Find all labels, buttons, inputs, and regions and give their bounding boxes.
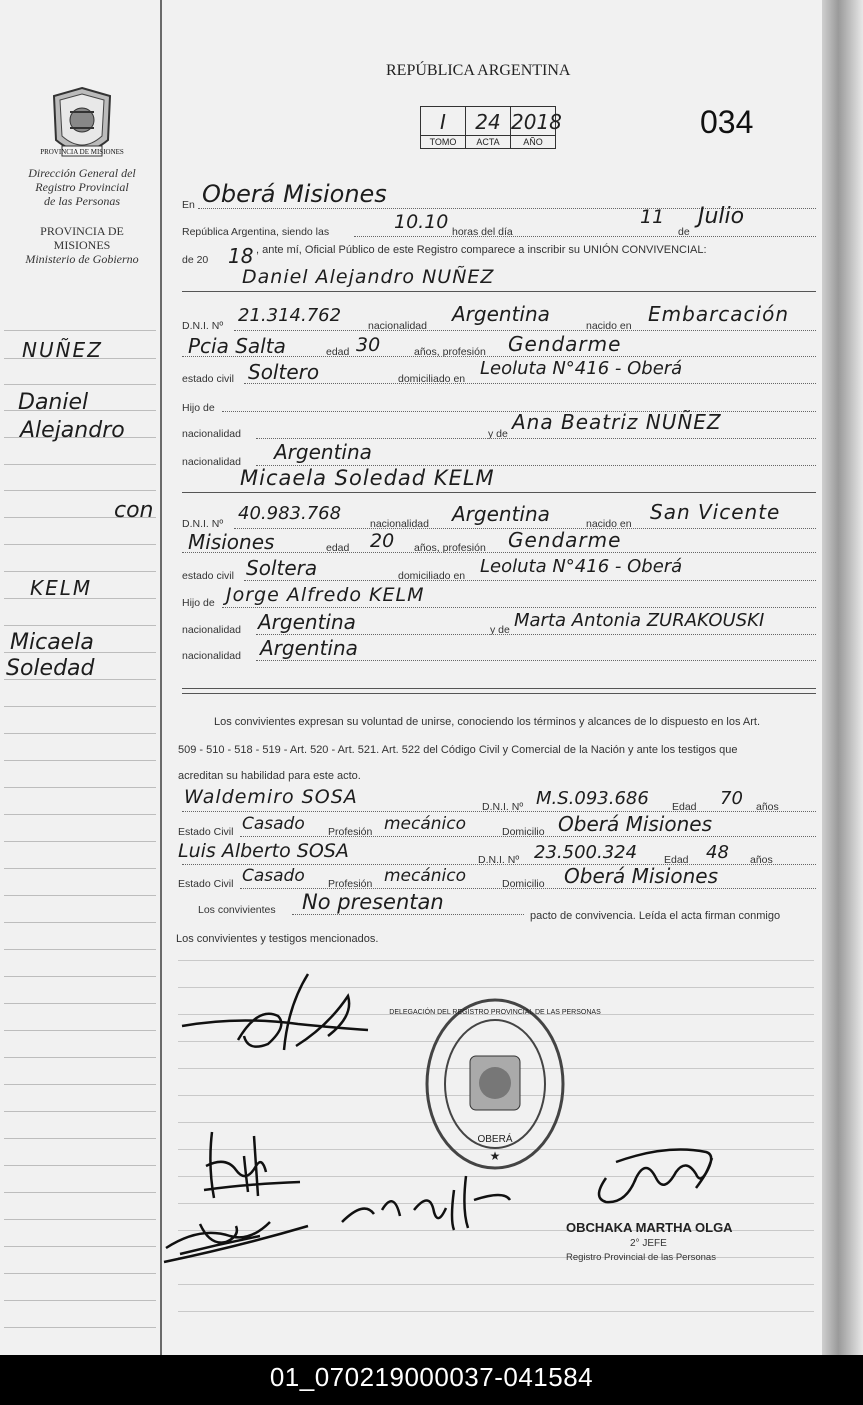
margin-rule [4,490,156,491]
margin-rule [4,760,156,761]
w2-edad-label: Edad [664,854,689,866]
margin-rule [4,1192,156,1193]
p2-civil-status: Soltera [246,556,318,580]
p2-yde-label: y de [490,624,510,636]
signature-4-icon [334,1170,514,1240]
margin-name1b: Alejandro [20,418,125,443]
p2-profesion-label: años, profesión [414,542,486,554]
signature-rule [178,1311,814,1312]
de20-label: de 20 [182,254,209,266]
w2-dni: 23.500.324 [534,842,638,863]
dotted-rule [240,836,816,837]
p2-birthplace2: Misiones [188,530,275,554]
margin-rule [4,1273,156,1274]
margin-name2a: Micaela [10,630,94,655]
w2-name: Luis Alberto SOSA [178,840,349,862]
person2-name: Micaela Soledad KELM [240,466,495,490]
p1-dni-label: D.N.I. Nº [182,320,224,332]
w1-civil-status: Casado [242,814,305,834]
margin-rule [4,976,156,977]
pacto-value: No presentan [302,890,444,914]
signature-2-icon [196,1126,306,1206]
margin-rule [4,895,156,896]
dotted-rule [256,438,816,439]
oficial-text: , ante mí, Oficial Público de este Registro comparece a inscribir su UNIÓN CONVIVENCIAL: [256,244,707,256]
p1-yde-label: y de [488,428,508,440]
margin-name2b: Soledad [6,656,95,681]
left-header-line1: Dirección General del [28,166,136,180]
document-id: 01_070219000037-041584 [269,1362,594,1392]
legal-line3: acreditan su habilidad para este acto. [178,770,361,782]
dotted-rule [256,660,816,661]
acta-value: 24 [475,110,501,134]
margin-rule [4,1165,156,1166]
p1-address: Leoluta N°416 - Oberá [480,358,683,379]
w1-name: Waldemiro SOSA [184,786,358,808]
w1-domicilio-label: Domicilio [502,826,545,838]
margin-rule [4,706,156,707]
dotted-rule [244,580,816,581]
official-role: 2° JEFE [630,1238,667,1249]
margin-rule [4,1030,156,1031]
margin-name1a: Daniel [18,390,89,415]
p1-mother: Ana Beatriz NUÑEZ [512,410,722,434]
solid-rule [182,492,816,493]
margin-rule [4,1111,156,1112]
dotted-rule [256,634,816,635]
p1-nac2-label: nacionalidad [182,428,241,440]
rep-text: República Argentina, siendo las [182,226,330,238]
month-value: Julio [698,204,745,229]
p2-profession: Gendarme [508,528,622,552]
svg-text:PROVINCIA DE MISIONES: PROVINCIA DE MISIONES [40,148,124,156]
p2-father: Jorge Alfredo KELM [226,584,425,606]
book-binding-edge [822,0,863,1355]
acta-cell [466,107,511,148]
p2-birthplace1: San Vicente [650,500,781,524]
w1-profession: mecánico [384,814,467,834]
p2-edad-label: edad [326,542,350,554]
w1-anios: años [756,801,779,813]
pacto-label: Los convivientes [198,904,276,916]
p1-estado-label: estado civil [182,373,234,385]
margin-rule [4,1138,156,1139]
signature-3-icon [160,1196,310,1266]
p2-nac2-label: nacionalidad [182,624,241,636]
p2-mother-nationality: Argentina [260,636,358,660]
pacto-line2: Los convivientes y testigos mencionados. [176,933,379,945]
p2-age: 20 [370,530,395,552]
margin-rule [4,384,156,385]
acta-number: 034 [700,104,754,140]
w1-dni: M.S.093.686 [536,788,649,809]
margin-rule [4,841,156,842]
solid-rule [182,693,816,694]
p1-mother-nationality: Argentina [274,440,372,464]
margin-rule [4,571,156,572]
margin-rule [4,922,156,923]
left-header-line5: MISIONES [53,238,111,252]
w2-dni-label: D.N.I. Nº [478,854,520,866]
p2-hijo-label: Hijo de [182,597,215,609]
margin-rule [4,1084,156,1085]
p1-age: 30 [356,334,381,356]
p1-civil-status: Soltero [248,360,320,384]
w2-civil-status: Casado [242,866,305,886]
margin-rule [4,868,156,869]
tomo-cell [421,107,466,148]
country-title: REPÚBLICA ARGENTINA [386,62,571,79]
legal-line1: Los convivientes expresan su voluntad de unirse, conociendo los términos y alcances de lo dispuesto en los Art. [214,716,761,728]
margin-rule [4,1246,156,1247]
year-value: 18 [228,244,254,268]
stamp-star-icon: ★ [489,1149,501,1163]
dotted-rule [182,552,816,553]
w2-age: 48 [706,842,729,863]
en-label: En [182,199,195,211]
left-header-line4: PROVINCIA DE [40,224,124,238]
anio-label: AÑO [511,135,555,148]
dotted-rule [182,356,816,357]
margin-rule [4,1057,156,1058]
signature-rule [178,960,814,961]
w2-estado-label: Estado Civil [178,878,234,890]
p1-domicilio-label: domiciliado en [398,373,466,385]
anio-cell [511,107,562,148]
dotted-rule [182,864,816,865]
margin-rule [4,787,156,788]
margin-rule [4,733,156,734]
p1-birthplace1: Embarcación [648,302,790,326]
w2-profession: mecánico [384,866,467,886]
p2-dni: 40.983.768 [238,503,342,524]
margin-rule [4,625,156,626]
w2-anios: años [750,854,773,866]
w1-estado-label: Estado Civil [178,826,234,838]
p2-estado-label: estado civil [182,570,234,582]
p2-mother: Marta Antonia ZURAKOUSKI [514,610,765,631]
w1-address: Oberá Misiones [558,812,713,836]
w1-edad-label: Edad [672,801,697,813]
margin-rule [4,1300,156,1301]
p2-nac-label: nacionalidad [370,518,429,530]
p2-dni-label: D.N.I. Nº [182,518,224,530]
time-value: 10.10 [394,211,449,233]
horas-text: horas del día [452,226,513,238]
left-header [8,166,156,266]
p1-nationality: Argentina [452,302,550,326]
p1-birthplace2: Pcia Salta [188,334,286,358]
dotted-rule [244,383,816,384]
signature-rule [178,1284,814,1285]
w1-profesion-label: Profesión [328,826,373,838]
dotted-rule [292,914,524,915]
acta-label: ACTA [466,135,510,148]
dotted-rule [354,236,816,237]
margin-rule [4,464,156,465]
p2-nac3-label: nacionalidad [182,650,241,662]
margin-rule [4,949,156,950]
p1-dni: 21.314.762 [238,305,342,326]
p1-nac-label: nacionalidad [368,320,427,332]
tomo-label: TOMO [421,135,465,148]
dotted-rule [234,330,816,331]
legal-line2: 509 - 510 - 518 - 519 - Art. 520 - Art. 521. Art. 522 del Código Civil y Comercial de la Nación y ante los testigos que [178,744,738,756]
p1-profession: Gendarme [508,332,622,356]
day-value: 11 [640,206,665,228]
left-header-line3: de las Personas [44,194,120,208]
place-value: Oberá Misiones [202,180,387,208]
margin-rule [4,1327,156,1328]
w1-age: 70 [720,788,743,809]
de-label: de [678,226,690,238]
p2-nacido-label: nacido en [586,518,632,530]
registry-stamp-icon [389,994,601,1176]
person1-name: Daniel Alejandro NUÑEZ [242,266,495,288]
p2-father-nationality: Argentina [258,610,356,634]
p2-domicilio-label: domiciliado en [398,570,466,582]
w2-address: Oberá Misiones [564,864,719,888]
p2-address: Leoluta N°416 - Oberá [480,556,683,577]
signature-official-icon [586,1138,726,1218]
official-office: Registro Provincial de las Personas [566,1252,716,1263]
margin-surname2: KELM [30,576,93,600]
document-id-bar [0,1355,863,1405]
dotted-rule [222,607,816,608]
stamp-ring-text: DELEGACIÓN DEL REGISTRO PROVINCIAL DE LAS PERSONAS [389,1009,601,1016]
p1-nacido-label: nacido en [586,320,632,332]
dotted-rule [182,811,816,812]
margin-rule [4,814,156,815]
margin-divider [160,0,162,1355]
solid-rule [182,291,816,292]
province-seal-icon [40,86,124,162]
p2-nationality: Argentina [452,502,550,526]
solid-rule [182,688,816,689]
signature-1-icon [178,966,378,1066]
official-name: OBCHAKA MARTHA OLGA [566,1220,733,1235]
margin-surname1: NUÑEZ [22,338,103,362]
w2-domicilio-label: Domicilio [502,878,545,890]
p1-nac3-label: nacionalidad [182,456,241,468]
dotted-rule [240,888,816,889]
left-header-line6: Ministerio de Gobierno [25,252,139,266]
margin-rule [4,1003,156,1004]
margin-rule [4,330,156,331]
p1-profesion-label: años, profesión [414,346,486,358]
pacto-text: pacto de convivencia. Leída el acta firman conmigo [530,910,781,922]
margin-rule [4,1219,156,1220]
left-header-line2: Registro Provincial [35,180,129,194]
margin-con: con [114,498,154,523]
stamp-city: OBERÁ [477,1134,513,1145]
w2-profesion-label: Profesión [328,878,373,890]
margin-rule [4,544,156,545]
tomo-value: I [440,110,446,134]
p1-hijo-label: Hijo de [182,402,215,414]
tomo-acta-anio-boxes [420,106,562,149]
p1-edad-label: edad [326,346,350,358]
w1-dni-label: D.N.I. Nº [482,801,524,813]
anio-value: 2018 [511,110,562,134]
